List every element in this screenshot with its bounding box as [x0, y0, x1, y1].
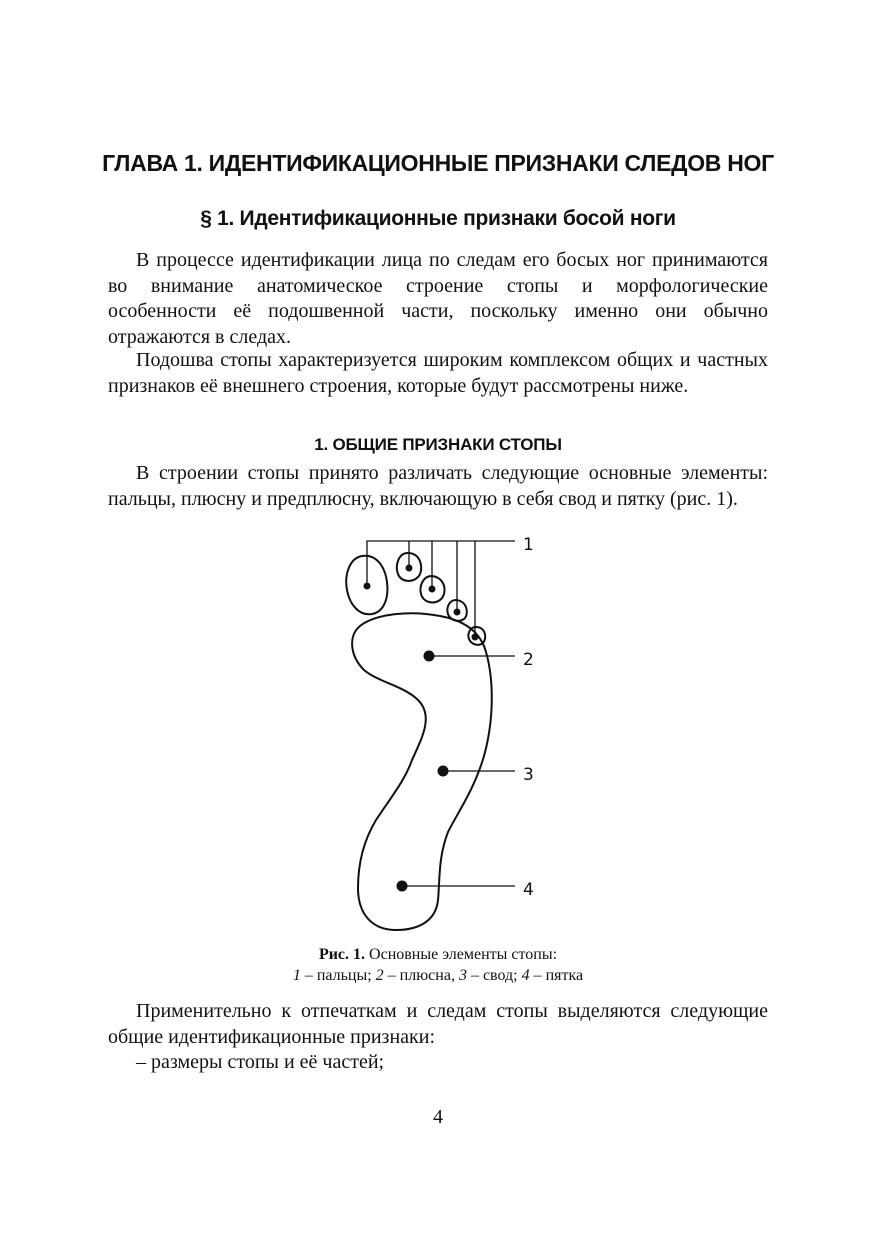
- foot-figure: [330, 530, 550, 940]
- legend-text: – плюсна,: [383, 967, 459, 984]
- figure-legend: [0, 965, 876, 986]
- legend-num: 2: [375, 967, 384, 984]
- toe-3-dot: [429, 586, 436, 593]
- paragraph-3: В строении стопы принято различать следующие основные элементы: пальцы, плюсну и предплюсну, включающую в себя свод и пятку (рис. 1).: [108, 462, 768, 510]
- chapter-title: ГЛАВА 1. ИДЕНТИФИКАЦИОННЫЕ ПРИЗНАКИ СЛЕДОВ НОГ: [102, 150, 774, 176]
- paragraph-1: В процессе идентификации лица по следам его босых ног принимаются во внимание анатомическое строение стопы и морфологические особенности её подошвенной части, поскольку именно они обычно отражаются в следах.: [108, 249, 768, 348]
- figure-label-4: 4: [523, 880, 534, 900]
- section-title: § 1. Идентификационные признаки босой ноги: [200, 207, 676, 230]
- paragraph-4: Применительно к отпечаткам и следам стопы выделяются следующие общие идентификационные признаки:: [108, 1000, 768, 1048]
- legend-num: 1: [292, 967, 301, 984]
- figure-caption-number: Рис. 1.: [318, 946, 366, 963]
- toe-4-dot: [454, 609, 461, 616]
- toe-2-dot: [406, 565, 413, 572]
- paragraph-2: Подошва стопы характеризуется широким комплексом общих и частных признаков её внешнего строения, которые будут рассмотрены ниже.: [108, 349, 768, 397]
- metatarsus-dot: [424, 651, 435, 662]
- figure-label-2: 2: [523, 650, 534, 670]
- subsection-title: 1. ОБЩИЕ ПРИЗНАКИ СТОПЫ: [314, 435, 562, 454]
- legend-num: 4: [521, 967, 530, 984]
- list-item: – размеры стопы и её частей;: [136, 1051, 385, 1073]
- page-number: 4: [433, 1106, 443, 1128]
- legend-num: 3: [458, 967, 467, 984]
- foot-diagram: [330, 530, 550, 940]
- legend-text: – пятка: [529, 967, 584, 984]
- figure-label-1: 1: [523, 535, 534, 555]
- figure-caption: [0, 944, 876, 965]
- arch-dot: [438, 766, 449, 777]
- heel-dot: [397, 881, 408, 892]
- toe-5-dot: [472, 634, 479, 641]
- figure-caption-text: Основные элементы стопы:: [365, 946, 558, 963]
- legend-text: – пальцы;: [300, 967, 376, 984]
- figure-label-3: 3: [523, 765, 534, 785]
- big-toe-dot: [364, 583, 371, 590]
- legend-text: – свод;: [466, 967, 522, 984]
